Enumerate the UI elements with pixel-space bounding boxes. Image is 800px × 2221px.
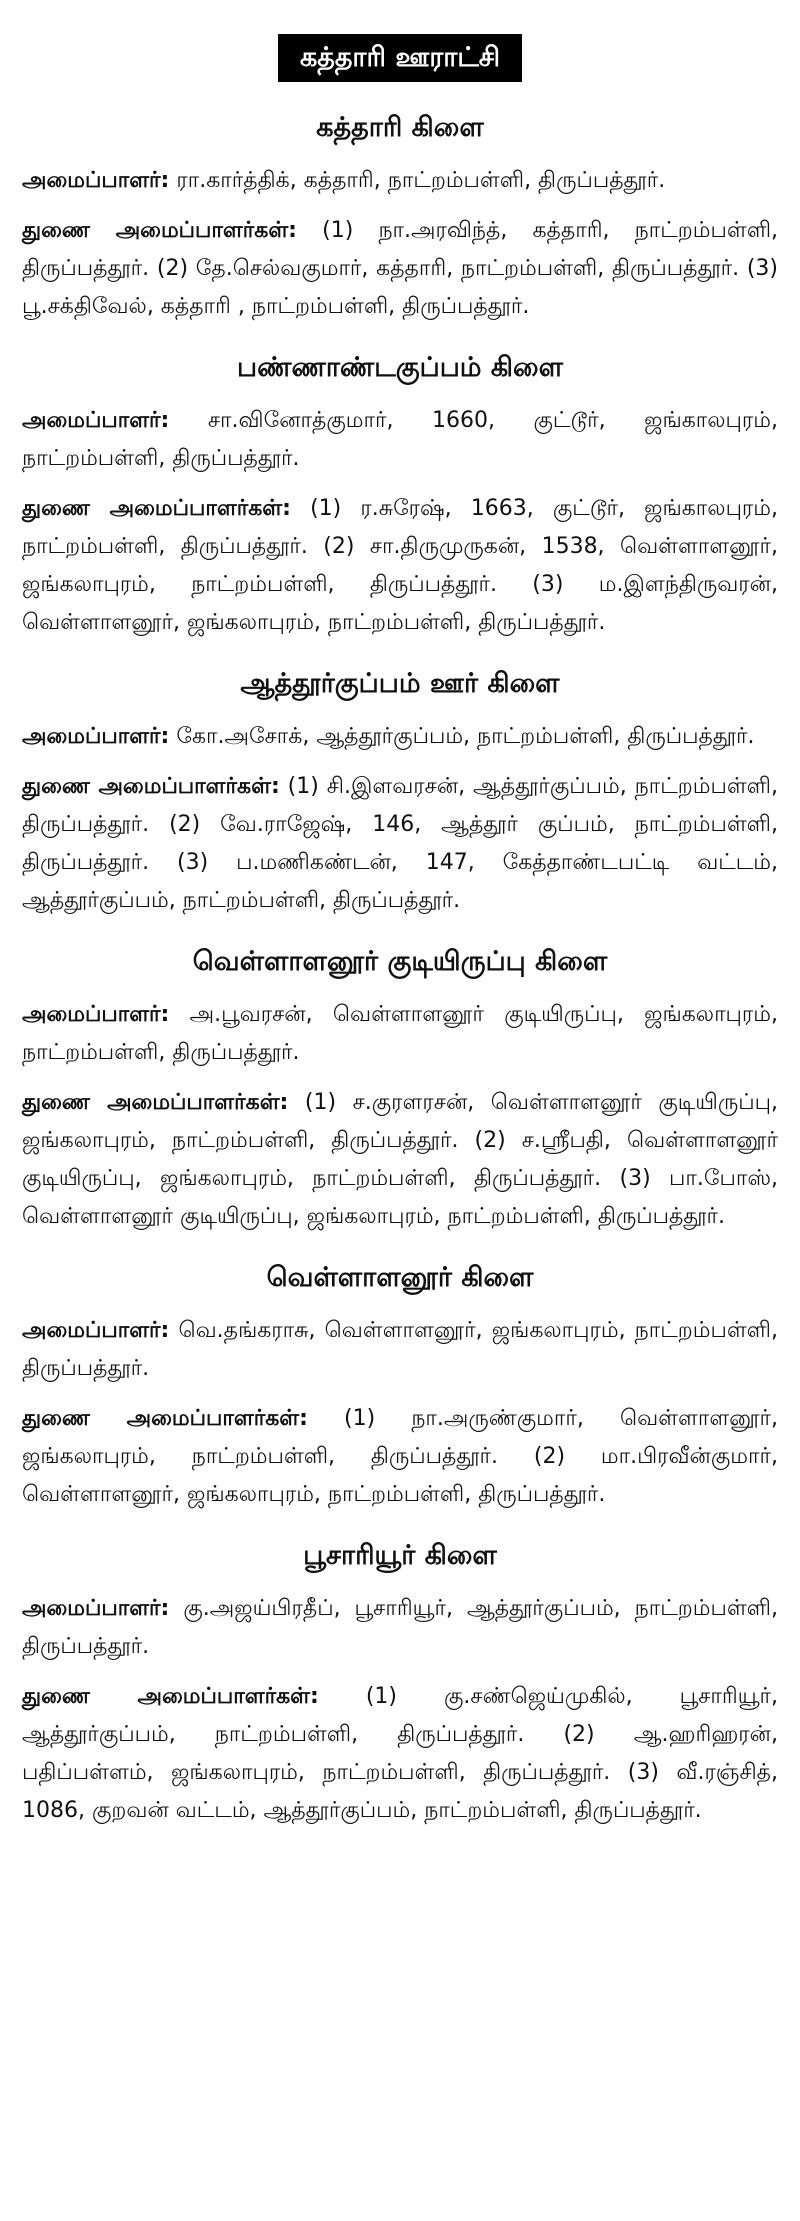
organizer-text: கோ.அசோக், ஆத்தூர்குப்பம், நாட்றம்பள்ளி, திருப்பத்தூர்.	[176, 724, 755, 749]
deputy-entry	[22, 1678, 778, 1830]
deputy-text: (1) நா.அருண்குமார், வெள்ளாளனூர், ஜங்கலாபுரம், நாட்றம்பள்ளி, திருப்பத்தூர். (2) மா.பிரவீன்குமார், வெள்ளாளனூர், ஜங்கலாபுரம், நாட்றம்பள்ளி, திருப்பத்தூர்.	[22, 1406, 778, 1507]
branch-section	[22, 348, 778, 642]
organizer-text: வெ.தங்கராசு, வெள்ளாளனூர், ஜங்கலாபுரம், நாட்றம்பள்ளி, திருப்பத்தூர்.	[22, 1318, 778, 1381]
organizer-text: ரா.கார்த்திக், கத்தாரி, நாட்றம்பள்ளி, திருப்பத்தூர்.	[176, 168, 666, 193]
organizer-entry	[22, 402, 778, 478]
organizer-entry	[22, 162, 778, 200]
branch-section	[22, 942, 778, 1236]
deputy-entry	[22, 1084, 778, 1236]
deputy-entry	[22, 212, 778, 326]
branch-title: வெள்ளாளனூர் கிளை	[266, 1262, 534, 1293]
deputy-label: துணை அமைப்பாளர்கள்:	[22, 774, 280, 799]
organizer-entry	[22, 1590, 778, 1666]
deputy-text: (1) நா.அரவிந்த், கத்தாரி, நாட்றம்பள்ளி, திருப்பத்தூர். (2) தே.செல்வகுமார், கத்தாரி, நாட்றம்பள்ளி, திருப்பத்தூர். (3) பூ.சக்திவேல், கத்தாரி , நாட்றம்பள்ளி, திருப்பத்தூர்.	[22, 218, 779, 319]
deputy-text: (1) கு.சண்ஜெய்முகில், பூசாரியூர், ஆத்தூர்குப்பம், நாட்றம்பள்ளி, திருப்பத்தூர். (2) ஆ.ஹரிஹரன், பதிப்பள்ளம், ஜங்கலாபுரம், நாட்றம்பள்ளி, திருப்பத்தூர். (3) வீ.ரஞ்சித், 1086, குறவன் வட்டம், ஆத்தூர்குப்பம், நாட்றம்பள்ளி, திருப்பத்தூர்.	[22, 1684, 779, 1823]
deputy-text: (1) ர.சுரேஷ், 1663, குட்டூர், ஜங்காலபுரம், நாட்றம்பள்ளி, திருப்பத்தூர். (2) சா.திருமுருகன், 1538, வெள்ளாளனூர், ஜங்கலாபுரம், நாட்றம்பள்ளி, திருப்பத்தூர். (3) ம.இளந்திருவரன், வெள்ளாளனூர், ஜங்கலாபுரம், நாட்றம்பள்ளி, திருப்பத்தூர்.	[22, 496, 778, 635]
header	[22, 34, 778, 82]
organizer-text: கு.அஜய்பிரதீப், பூசாரியூர், ஆத்தூர்குப்பம், நாட்றம்பள்ளி, திருப்பத்தூர்.	[22, 1596, 778, 1659]
deputy-label: துணை அமைப்பாளர்கள்:	[22, 1684, 319, 1709]
organizer-label: அமைப்பாளர்:	[22, 724, 170, 749]
page-title: கத்தாரி ஊராட்சி	[278, 34, 522, 82]
organizer-label: அமைப்பாளர்:	[22, 168, 170, 193]
deputy-text: (1) சி.இளவரசன், ஆத்தூர்குப்பம், நாட்றம்பள்ளி, திருப்பத்தூர். (2) வே.ராஜேஷ், 146, ஆத்தூர் குப்பம், நாட்றம்பள்ளி, திருப்பத்தூர். (3) ப.மணிகண்டன், 147, கேத்தாண்டபட்டி வட்டம், ஆத்தூர்குப்பம், நாட்றம்பள்ளி, திருப்பத்தூர்.	[22, 774, 778, 913]
deputy-entry	[22, 1400, 778, 1514]
branch-section	[22, 664, 778, 920]
branch-section	[22, 1258, 778, 1514]
organizer-text: அ.பூவரசன், வெள்ளாளனூர் குடியிருப்பு, ஜங்கலாபுரம், நாட்றம்பள்ளி, திருப்பத்தூர்.	[22, 1002, 778, 1065]
deputy-label: துணை அமைப்பாளர்கள்:	[22, 496, 291, 521]
deputy-entry	[22, 768, 778, 920]
branch-section	[22, 1536, 778, 1830]
document-page	[22, 0, 778, 1852]
deputy-label: துணை அமைப்பாளர்கள்:	[22, 218, 297, 243]
organizer-text: சா.வினோத்குமார், 1660, குட்டூர், ஜங்காலபுரம், நாட்றம்பள்ளி, திருப்பத்தூர்.	[22, 408, 778, 471]
organizer-label: அமைப்பாளர்:	[22, 1318, 170, 1343]
deputy-label: துணை அமைப்பாளர்கள்:	[22, 1406, 308, 1431]
organizer-entry	[22, 718, 778, 756]
branch-title: வெள்ளாளனூர் குடியிருப்பு கிளை	[192, 946, 608, 977]
deputy-entry	[22, 490, 778, 642]
deputy-text: (1) ச.குரளரசன், வெள்ளாளனூர் குடியிருப்பு, ஜங்கலாபுரம், நாட்றம்பள்ளி, திருப்பத்தூர். (2) ச.ஸ்ரீபதி, வெள்ளாளனூர் குடியிருப்பு, ஜங்கலாபுரம், நாட்றம்பள்ளி, திருப்பத்தூர். (3) பா.போஸ், வெள்ளாளனூர் குடியிருப்பு, ஜங்கலாபுரம், நாட்றம்பள்ளி, திருப்பத்தூர்.	[22, 1090, 778, 1229]
deputy-label: துணை அமைப்பாளர்கள்:	[22, 1090, 289, 1115]
organizer-entry	[22, 996, 778, 1072]
branch-title: கத்தாரி கிளை	[316, 112, 484, 143]
branch-title: ஆத்தூர்குப்பம் ஊர் கிளை	[240, 668, 560, 699]
branch-title: பூசாரியூர் கிளை	[303, 1540, 497, 1571]
organizer-label: அமைப்பாளர்:	[22, 1596, 170, 1621]
organizer-label: அமைப்பாளர்:	[22, 408, 170, 433]
organizer-entry	[22, 1312, 778, 1388]
branch-title: பண்ணாண்டகுப்பம் கிளை	[237, 352, 563, 383]
branch-section	[22, 108, 778, 326]
organizer-label: அமைப்பாளர்:	[22, 1002, 170, 1027]
